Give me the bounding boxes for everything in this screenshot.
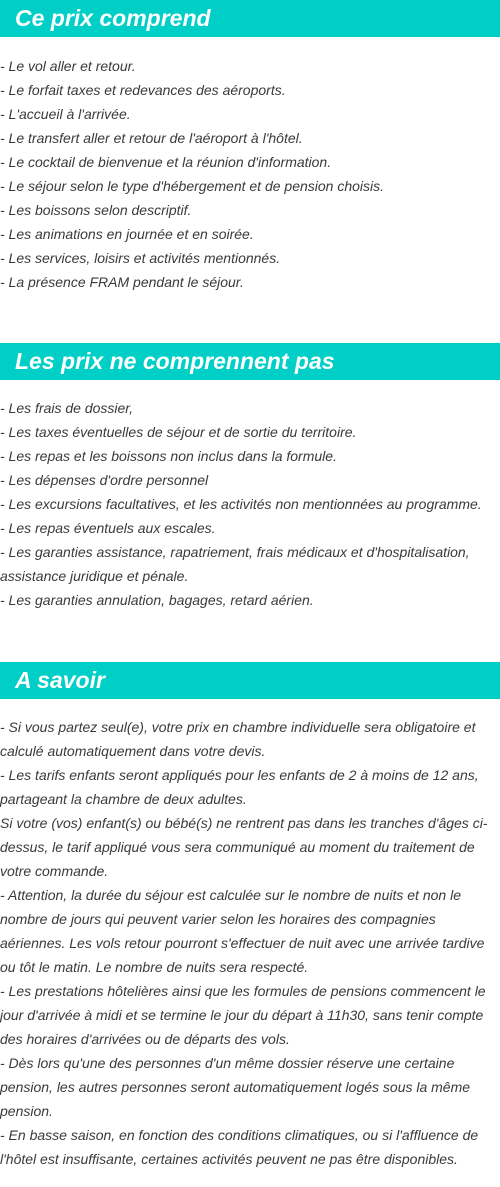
list-item: - La présence FRAM pendant le séjour. — [0, 274, 244, 290]
list-item: - Le cocktail de bienvenue et la réunion d'information. — [0, 154, 332, 170]
list-item: - Les tarifs enfants seront appliqués pour les enfants de 2 à moins de 12 ans, — [0, 767, 479, 783]
list-item: - Les repas éventuels aux escales. — [0, 520, 216, 536]
list-item: ou tôt le matin. Le nombre de nuits sera respecté. — [0, 959, 309, 975]
list-item: - Les prestations hôtelières ainsi que les formules de pensions commencent le — [0, 983, 486, 999]
list-item: nombre de jours qui peuvent varier selon les horaires des compagnies — [0, 911, 436, 927]
info-list — [0, 715, 500, 1171]
list-item: - Le séjour selon le type d'hébergement et de pension choisis. — [0, 178, 385, 194]
list-item: - Les dépenses d'ordre personnel — [0, 472, 209, 488]
list-item: - Si vous partez seul(e), votre prix en chambre individuelle sera obligatoire et — [0, 719, 476, 735]
list-item: - Les boissons selon descriptif. — [0, 202, 192, 218]
list-item: - Les services, loisirs et activités mentionnés. — [0, 250, 281, 266]
list-item: pension. — [0, 1103, 53, 1119]
list-item: pension, les autres personnes seront automatiquement logés sous la même — [0, 1079, 471, 1095]
section-price-excludes — [0, 343, 500, 612]
list-item: des horaires d'arrivées ou de départs des vols. — [0, 1031, 290, 1047]
section-title: A savoir — [0, 662, 500, 699]
section-good-to-know — [0, 662, 500, 1171]
list-item: - Les excursions facultatives, et les activités non mentionnées au programme. — [0, 496, 482, 512]
excluded-list — [0, 396, 500, 612]
list-item: - En basse saison, en fonction des conditions climatiques, ou si l'affluence de — [0, 1127, 479, 1143]
list-item: - Les frais de dossier, — [0, 400, 134, 416]
list-item: jour d'arrivée à midi et se termine le jour du départ à 11h30, sans tenir compte — [0, 1007, 484, 1023]
list-item: calculé automatiquement dans votre devis. — [0, 743, 266, 759]
list-item: - Le vol aller et retour. — [0, 58, 136, 74]
list-item: - Les animations en journée et en soirée. — [0, 226, 254, 242]
section-title: Ce prix comprend — [0, 0, 500, 37]
list-item: aériennes. Les vols retour pourront s'effectuer de nuit avec une arrivée tardive — [0, 935, 485, 951]
list-item: Si votre (vos) enfant(s) ou bébé(s) ne rentrent pas dans les tranches d'âges ci- — [0, 815, 488, 831]
list-item: - Dès lors qu'une des personnes d'un même dossier réserve une certaine — [0, 1055, 455, 1071]
list-item: assistance juridique et pénale. — [0, 568, 189, 584]
list-item: - Les garanties assistance, rapatriement, frais médicaux et d'hospitalisation, — [0, 544, 470, 560]
list-item: - Les repas et les boissons non inclus dans la formule. — [0, 448, 337, 464]
list-item: votre commande. — [0, 863, 109, 879]
list-item: - Les taxes éventuelles de séjour et de sortie du territoire. — [0, 424, 357, 440]
list-item: - Attention, la durée du séjour est calculée sur le nombre de nuits et non le — [0, 887, 461, 903]
section-title: Les prix ne comprennent pas — [0, 343, 500, 380]
list-item: - Les garanties annulation, bagages, retard aérien. — [0, 592, 314, 608]
section-price-includes — [0, 0, 500, 294]
list-item: l'hôtel est insuffisante, certaines activités peuvent ne pas être disponibles. — [0, 1151, 458, 1167]
included-list — [0, 54, 500, 294]
list-item: partageant la chambre de deux adultes. — [0, 791, 247, 807]
list-item: - L'accueil à l'arrivée. — [0, 106, 131, 122]
list-item: dessus, le tarif appliqué vous sera communiqué au moment du traitement de — [0, 839, 475, 855]
list-item: - Le transfert aller et retour de l'aéroport à l'hôtel. — [0, 130, 303, 146]
list-item: - Le forfait taxes et redevances des aéroports. — [0, 82, 286, 98]
